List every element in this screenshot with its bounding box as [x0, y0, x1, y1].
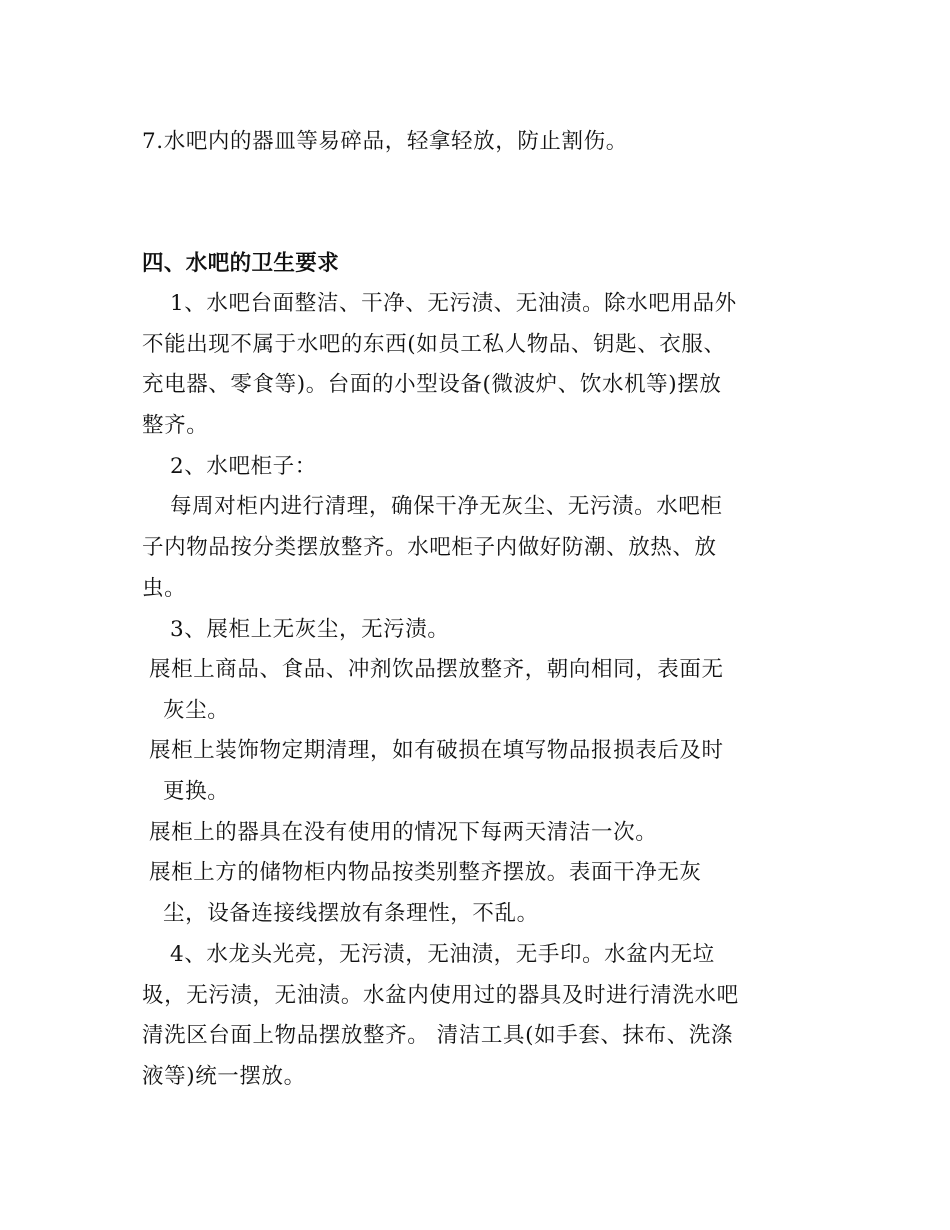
- paragraph-1-line-4: 整齐。: [142, 413, 209, 438]
- bullet-1-line-2: 灰尘。: [163, 698, 230, 723]
- paragraph-2-line-2: 子内物品按分类摆放整齐。水吧柜子内做好防潮、放热、放: [142, 535, 717, 560]
- paragraph-1-line-3: 充电器、零食等)。台面的小型设备(微波炉、饮水机等)摆放: [142, 372, 722, 397]
- bullet-3-line-1: 展柜上的器具在没有使用的情况下每两天清洁一次。: [149, 820, 658, 845]
- bullet-2-line-2: 更换。: [163, 779, 230, 804]
- paragraph-3-title: 3、展柜上无灰尘，无污渍。: [170, 617, 450, 642]
- paragraph-2-line-3: 虫。: [142, 576, 187, 601]
- bullet-4-line-2: 尘，设备连接线摆放有条理性，不乱。: [163, 901, 539, 926]
- paragraph-4-line-1: 4、水龙头光亮，无污渍，无油渍，无手印。水盆内无垃: [170, 942, 715, 967]
- paragraph-1-line-2: 不能出现不属于水吧的东西(如员工私人物品、钥匙、衣服、: [142, 332, 726, 357]
- paragraph-2-line-1: 每周对柜内进行清理，确保干净无灰尘、无污渍。水吧柜: [170, 494, 723, 519]
- bullet-2-line-1: 展柜上装饰物定期清理，如有破损在填写物品报损表后及时: [149, 738, 724, 763]
- paragraph-4-line-4: 液等)统一摆放。: [142, 1064, 306, 1089]
- bullet-1-line-1: 展柜上商品、食品、冲剂饮品摆放整齐，朝向相同，表面无: [149, 657, 724, 682]
- paragraph-1-line-1: 1、水吧台面整洁、干净、无污渍、无油渍。除水吧用品外: [170, 291, 737, 316]
- item-7-text: 7.水吧内的器皿等易碎品，轻拿轻放，防止割伤。: [142, 129, 628, 154]
- bullet-4-line-1: 展柜上方的储物柜内物品按类别整齐摆放。表面干净无灰: [149, 860, 702, 885]
- paragraph-4-line-2: 圾，无污渍，无油渍。水盆内使用过的器具及时进行清洗水吧: [142, 983, 739, 1008]
- paragraph-2-title: 2、水吧柜子：: [170, 454, 317, 479]
- paragraph-4-line-3: 清洗区台面上物品摆放整齐。 清洁工具(如手套、抹布、洗涤: [142, 1023, 734, 1048]
- section-heading: 四、水吧的卫生要求: [142, 251, 340, 276]
